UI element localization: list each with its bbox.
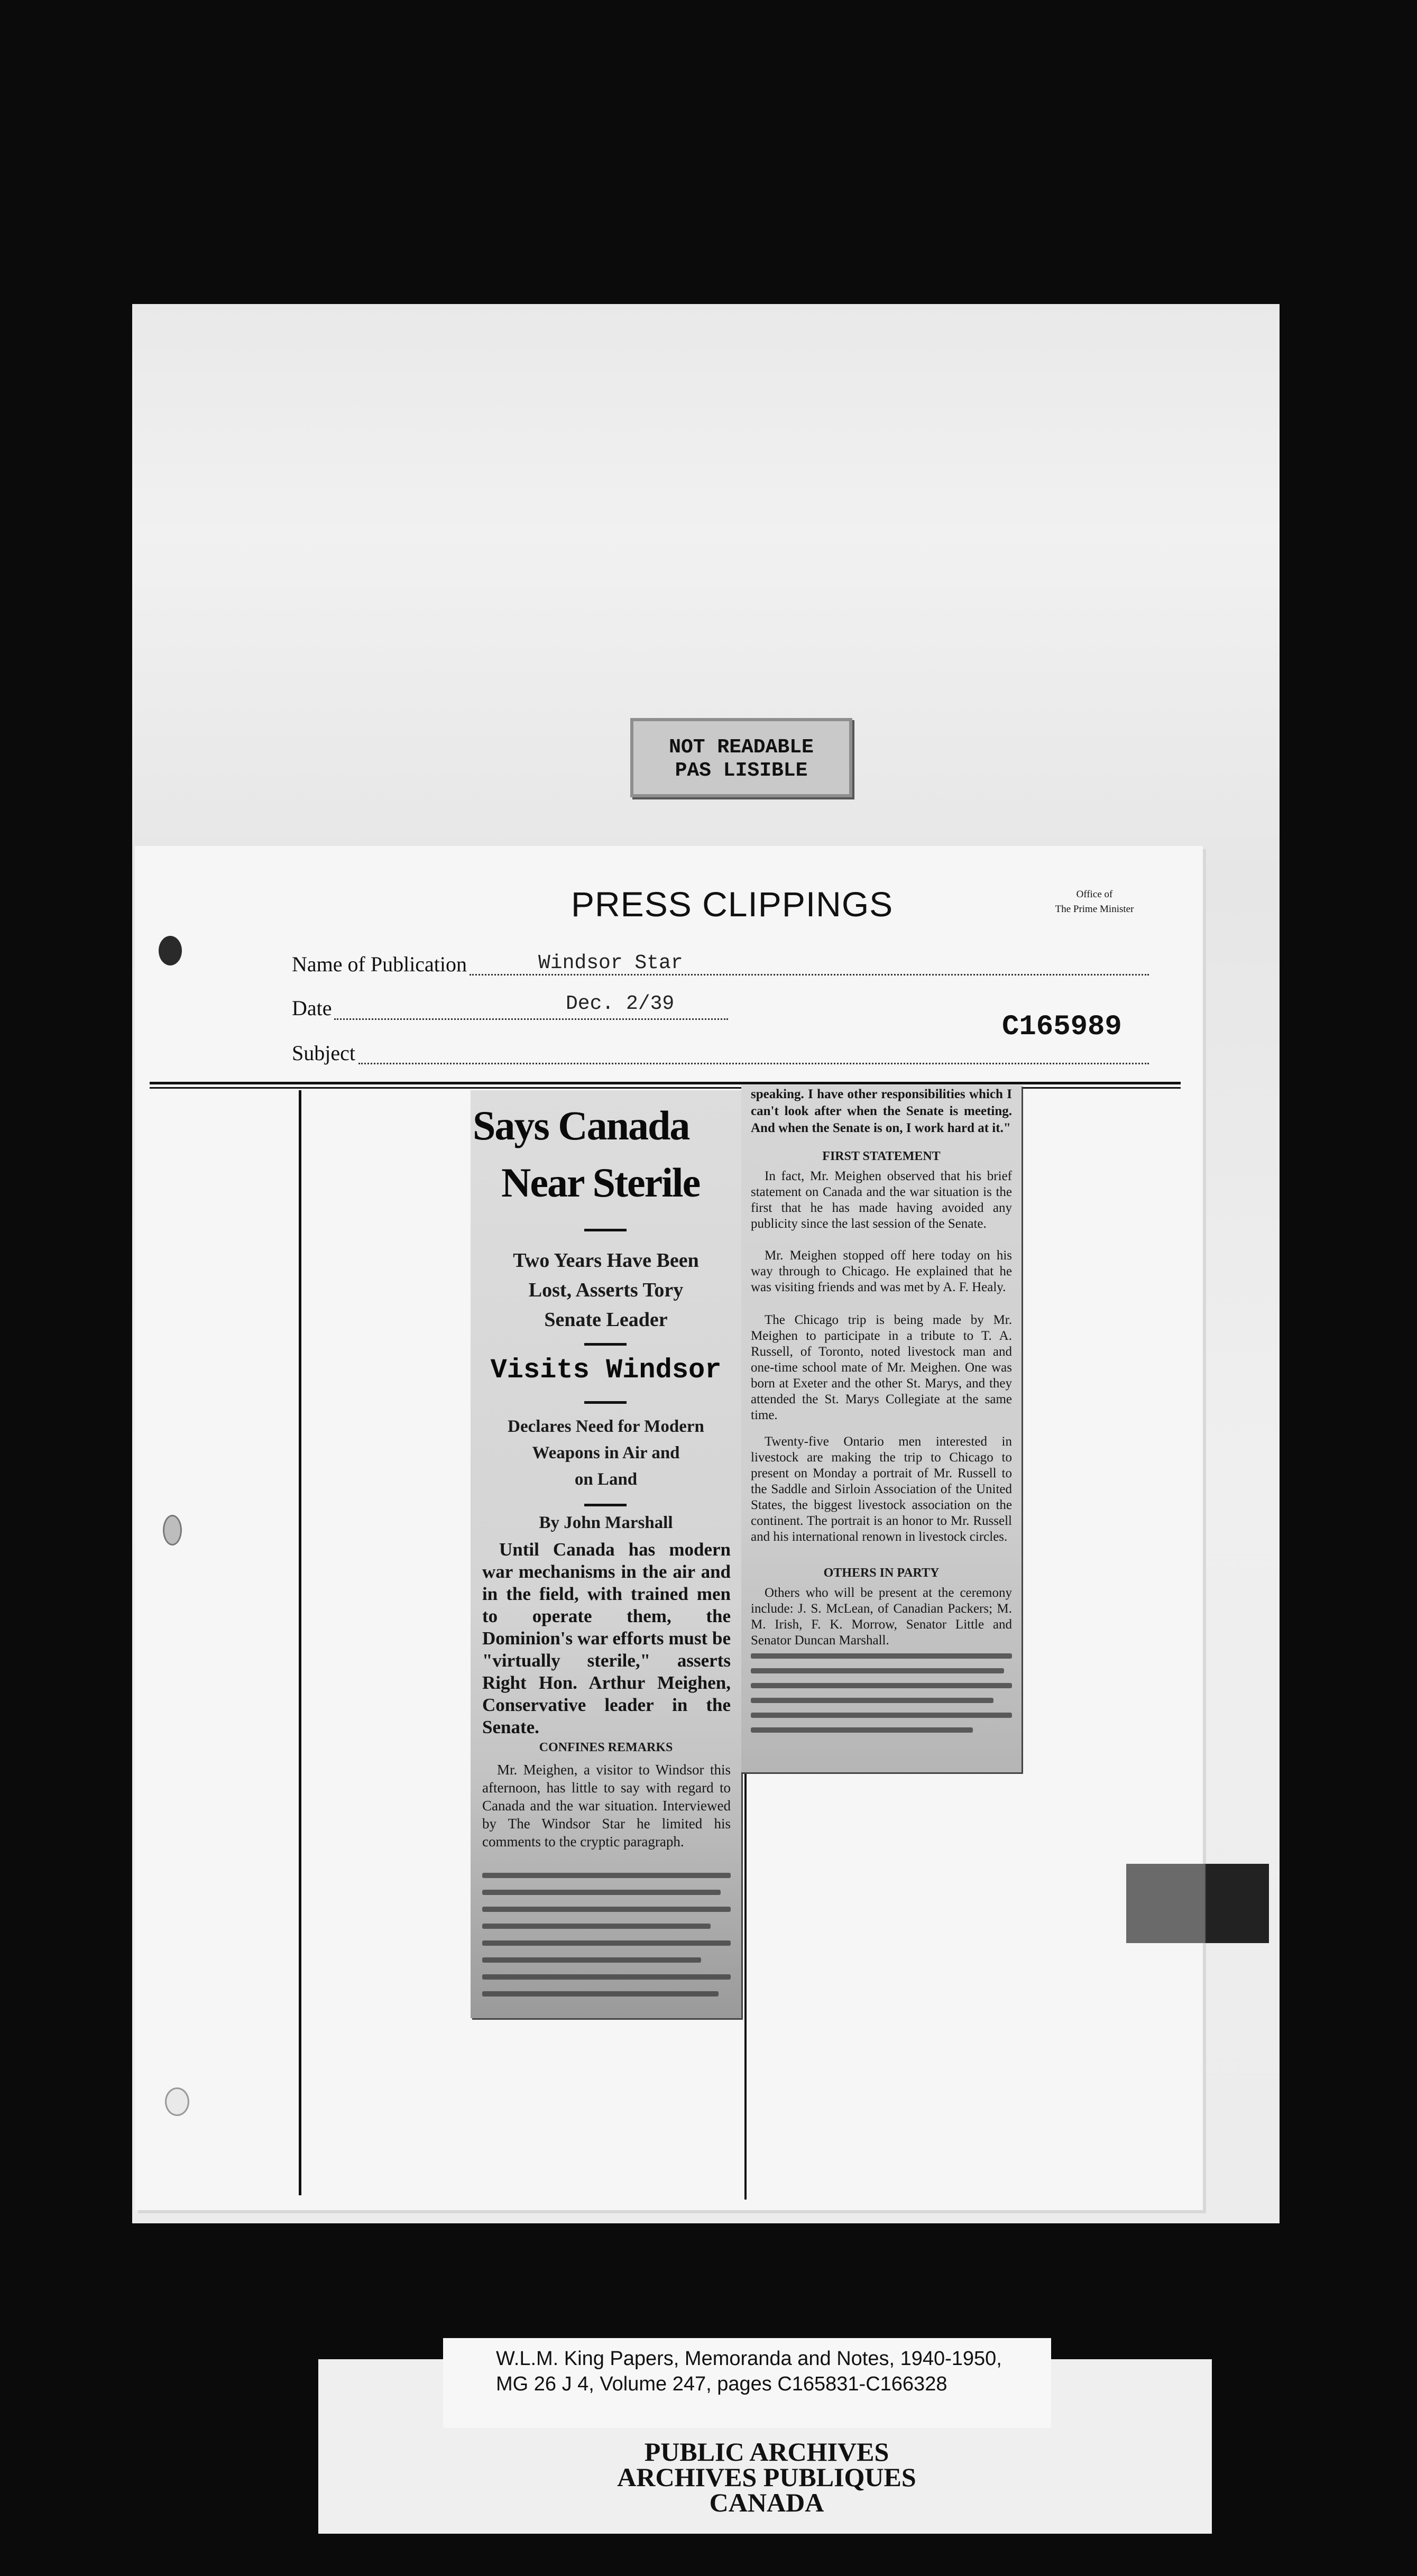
- date-rule: [334, 1018, 728, 1020]
- citation-line-1: W.L.M. King Papers, Memoranda and Notes, 1940-1950,: [496, 2348, 1002, 2370]
- headline-divider-3: [584, 1401, 627, 1404]
- archives-name-french: ARCHIVES PUBLIQUES: [617, 2462, 916, 2492]
- clipping-deck-6: Weapons in Air and: [532, 1443, 680, 1462]
- clipping-subhead: CONFINES REMARKS: [539, 1741, 673, 1754]
- reference-number: C165989: [1002, 1011, 1122, 1043]
- clipping-right-para-2: Mr. Meighen stopped off here today on his way through to Chicago. He explained that he was visiting friends and was met by A. F. Healy.: [751, 1248, 1012, 1294]
- archives-name-english: PUBLIC ARCHIVES: [644, 2437, 889, 2467]
- date-value: Dec. 2/39: [566, 992, 675, 1015]
- office-of-prime-minister: [1042, 887, 1147, 917]
- clipping-deck-4: Visits Windsor: [490, 1355, 722, 1386]
- clipping-right-para-1: In fact, Mr. Meighen observed that his brief statement on Canada and the war situation is the first that he has made having avoided any publicity since the last session of the Senate.: [751, 1169, 1012, 1231]
- clipping-right-faded-text: [751, 1653, 1012, 1742]
- clipping-right-para-5: Others who will be present at the ceremony include: J. S. McLean, of Canadian Packers; M. M. Irish, F. K. Morrow, Senator Little and Senator Duncan Marshall.: [751, 1586, 1012, 1648]
- subject-label: Subject: [292, 1041, 355, 1065]
- clipping-deck-5: Declares Need for Modern: [508, 1417, 704, 1436]
- publication-value: Windsor Star: [538, 952, 683, 974]
- clipping-right-para-4: Twenty-five Ontario men interested in livestock are making the trip to Chicago to present on Monday a portrait of Mr. Russell to the Saddle and Sirloin Association of the United States, the biggest livestock association on the continent. The portrait is an honor to Mr. Russell and his international renown in livestock circles.: [751, 1434, 1012, 1544]
- clipping-right-subhead-1: FIRST STATEMENT: [822, 1149, 941, 1163]
- form-center-line: [744, 1766, 747, 2200]
- binder-hole-bottom: [165, 2087, 189, 2116]
- headline-divider-2: [584, 1343, 627, 1346]
- not-readable-stamp: [630, 718, 852, 797]
- binder-hole-top: [159, 936, 182, 965]
- clipping-faded-text: [482, 1873, 731, 2008]
- clipping-deck-2: Lost, Asserts Tory: [528, 1279, 684, 1301]
- date-label: Date: [292, 996, 332, 1020]
- stamp-line-2: PAS LISIBLE: [675, 759, 808, 782]
- clipping-deck-7: on Land: [574, 1470, 638, 1489]
- headline-divider-1: [584, 1229, 627, 1231]
- form-divider-top: [150, 1082, 1181, 1084]
- byline-divider: [584, 1504, 627, 1506]
- form-title: PRESS CLIPPINGS: [571, 885, 894, 924]
- newspaper-clipping-right: [741, 1085, 1022, 1772]
- publication-label: Name of Publication: [292, 952, 467, 976]
- clipping-headline-2: Near Sterile: [501, 1160, 700, 1206]
- newspaper-clipping-left: [471, 1090, 741, 2018]
- citation-line-2: MG 26 J 4, Volume 247, pages C165831-C166328: [496, 2373, 947, 2395]
- clipping-byline: By John Marshall: [539, 1513, 673, 1532]
- clipping-lead-paragraph: Until Canada has modern war mechanisms in the air and in the field, with trained men to operate them, the Dominion's war efforts must be "virtually sterile," asserts Right Hon. Arthur Meighen, Conservative leader in the Senate.: [482, 1539, 731, 1737]
- binder-hole-middle: [163, 1515, 182, 1545]
- clipping-deck-1: Two Years Have Been: [513, 1249, 699, 1272]
- form-divider-bottom: [150, 1087, 1181, 1089]
- office-line-2: The Prime Minister: [1055, 904, 1134, 915]
- office-line-1: Office of: [1076, 889, 1113, 900]
- clipping-right-opening: speaking. I have other responsibilities which I can't look after when the Senate is meeting. And when the Senate is on, I work hard at it.": [751, 1087, 1012, 1135]
- form-margin-line: [299, 1090, 301, 2195]
- clipping-right-subhead-2: OTHERS IN PARTY: [823, 1566, 940, 1580]
- subject-rule: [358, 1063, 1149, 1064]
- stamp-line-1: NOT READABLE: [669, 736, 814, 759]
- archives-country: CANADA: [709, 2488, 824, 2517]
- clipping-right-para-3: The Chicago trip is being made by Mr. Meighen to participate in a tribute to T. A. Russell, of Toronto, noted livestock man and one-time school mate of Mr. Meighen. One was born at Exeter and the other St. Marys, and they attended the St. Marys Collegiate at the same time.: [751, 1313, 1012, 1422]
- clipping-deck-3: Senate Leader: [544, 1309, 668, 1331]
- clipping-body-paragraph: Mr. Meighen, a visitor to Windsor this afternoon, has little to say with regard to Canada and the war situation. Interviewed by The Windsor Star he limited his comments to the cryptic paragraph.: [482, 1762, 731, 1850]
- file-tab: [1126, 1864, 1269, 1943]
- clipping-headline-1: Says Canada: [473, 1102, 689, 1148]
